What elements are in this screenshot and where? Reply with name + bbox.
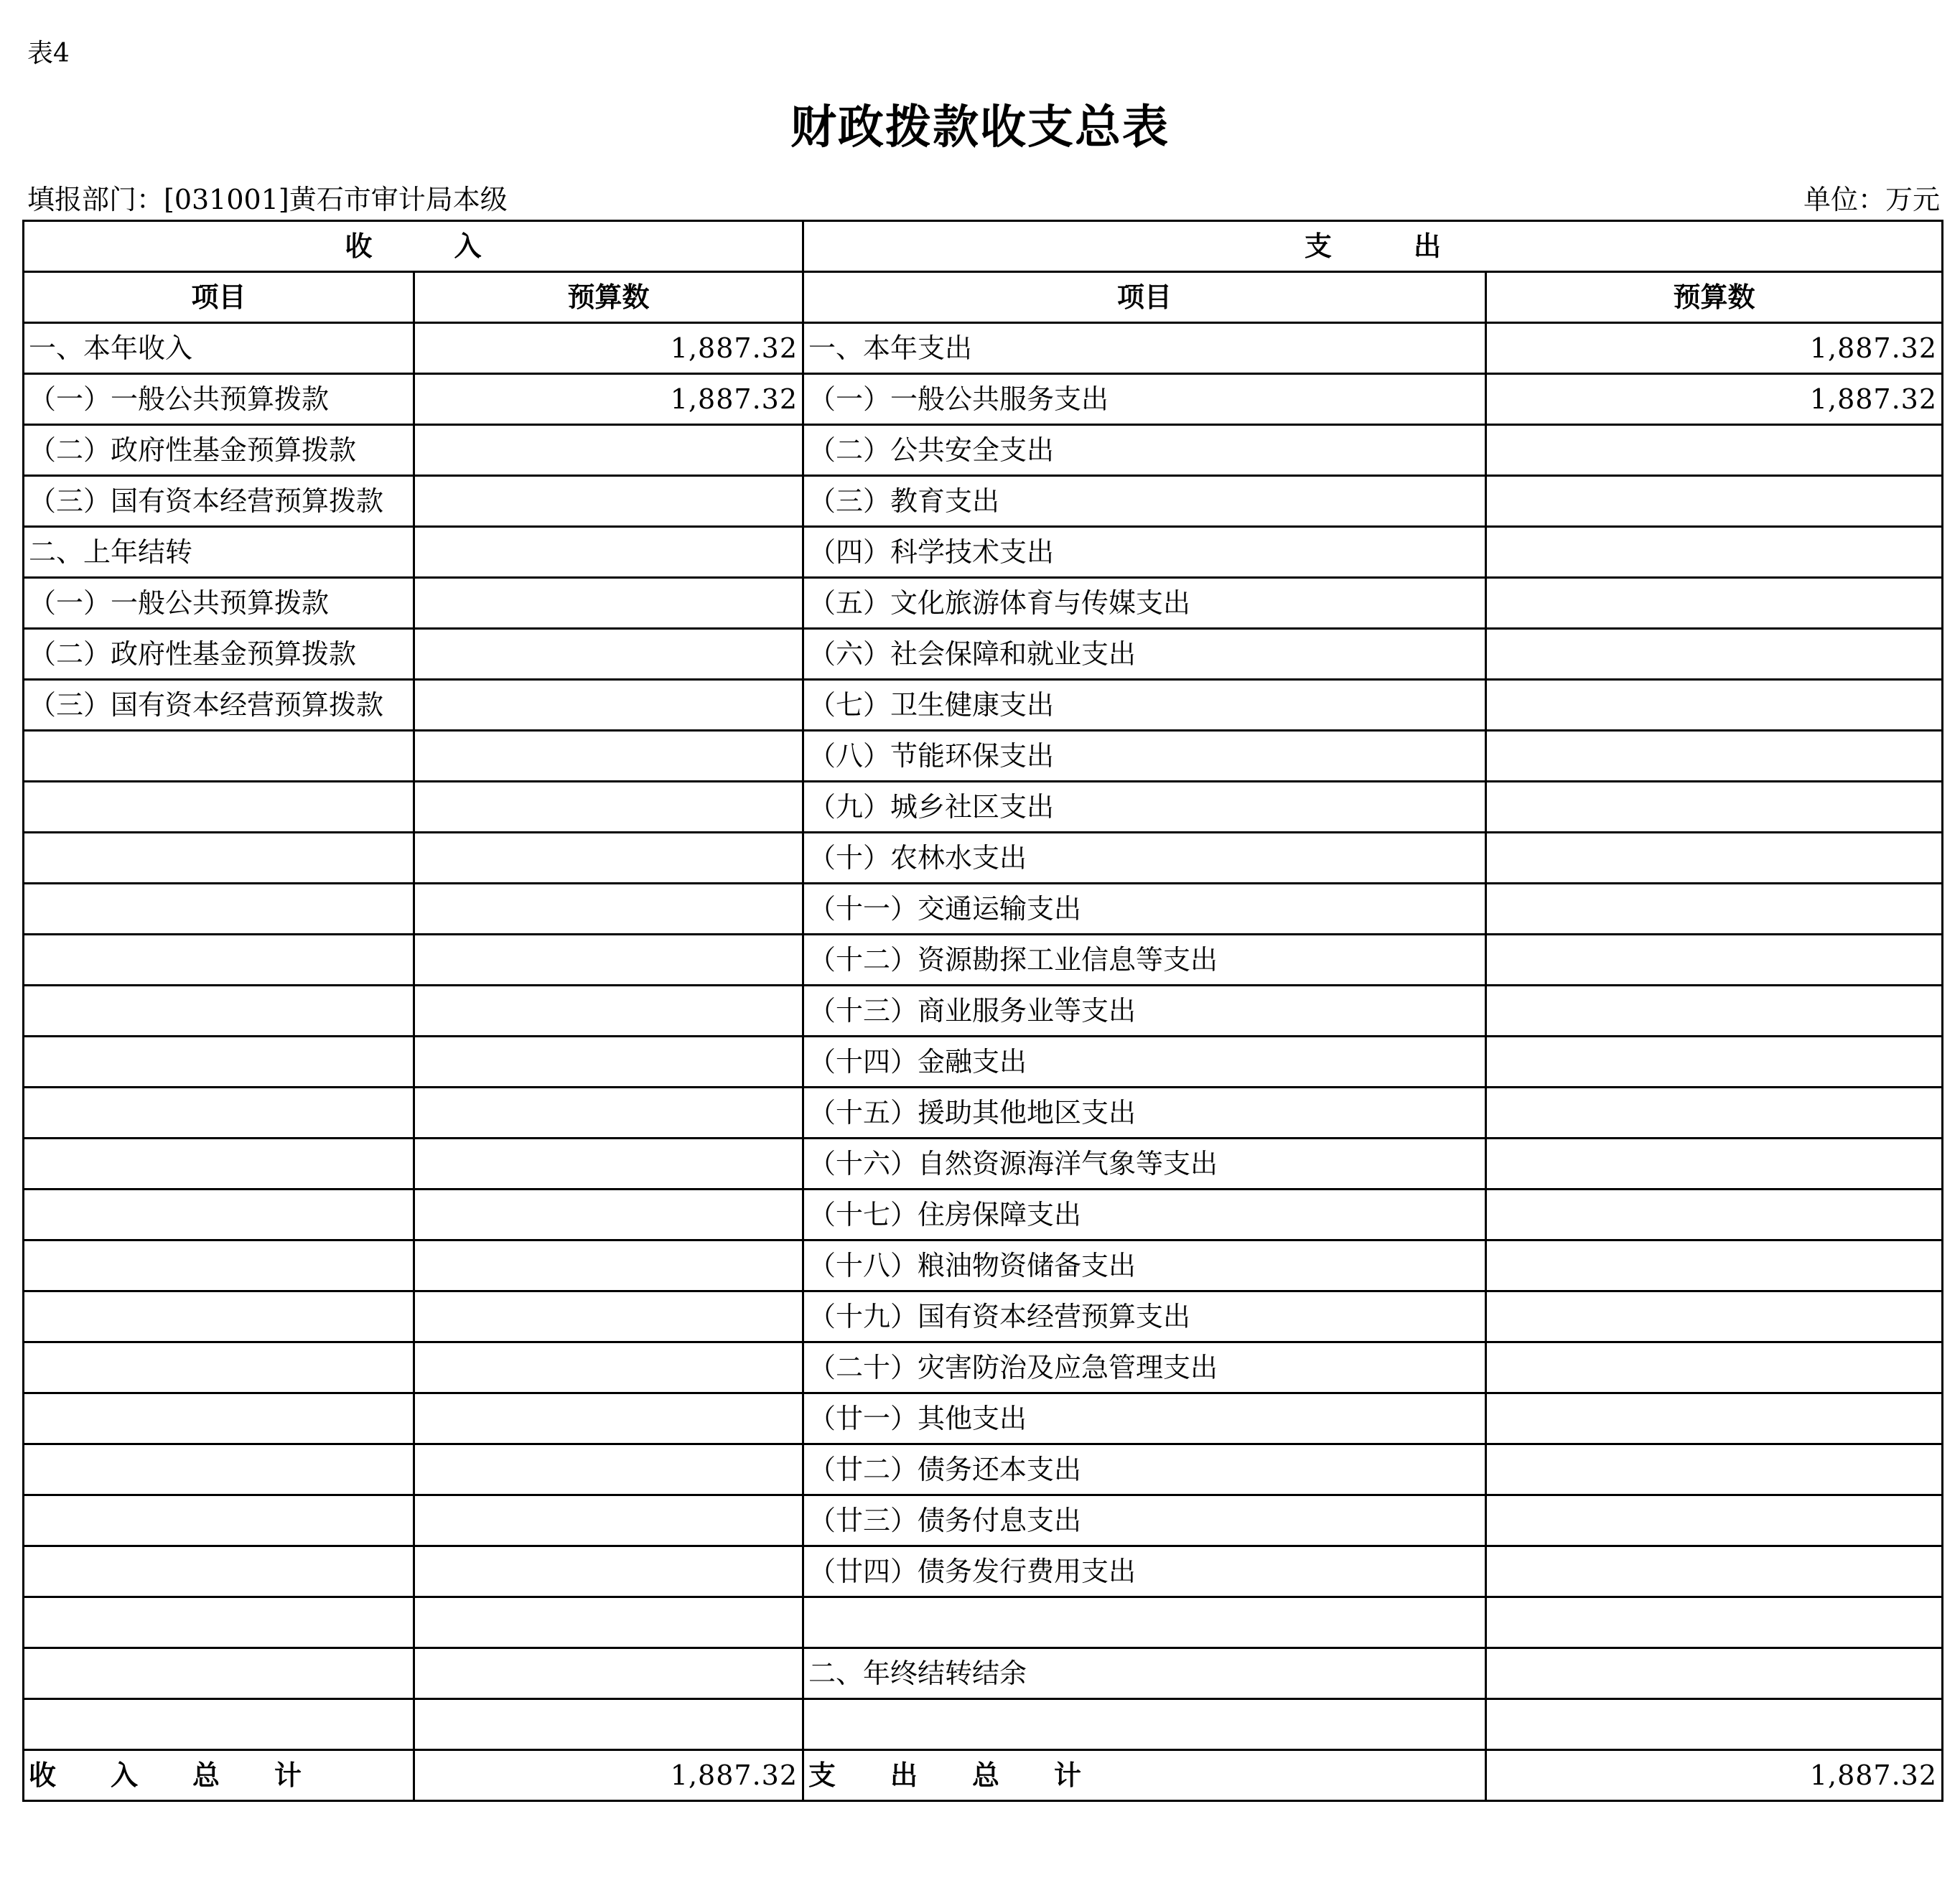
- expense-budget-cell: [1486, 1342, 1943, 1393]
- expense-budget-cell: [1486, 476, 1943, 527]
- expense-budget-cell: [1486, 629, 1943, 680]
- table-row: [24, 1444, 1943, 1495]
- income-item-cell: [24, 1597, 414, 1648]
- expense-budget-cell: [1486, 1597, 1943, 1648]
- income-budget-cell: [414, 527, 803, 578]
- income-budget-cell: [414, 935, 803, 986]
- expense-budget-cell: [1486, 1088, 1943, 1139]
- income-item-cell: [24, 1037, 414, 1088]
- expense-item-cell: （四）科学技术支出: [803, 527, 1486, 578]
- income-item-cell: [24, 833, 414, 884]
- expense-budget-cell: [1486, 1393, 1943, 1444]
- income-budget-cell: [414, 1240, 803, 1291]
- expense-item-cell: （廿三）债务付息支出: [803, 1495, 1486, 1546]
- income-item-cell: （二）政府性基金预算拨款: [24, 425, 414, 476]
- column-header-row: [24, 272, 1943, 323]
- expense-budget-cell: [1486, 1139, 1943, 1190]
- income-budget-cell: [414, 1393, 803, 1444]
- income-item-cell: [24, 731, 414, 782]
- expense-item-cell: [803, 1597, 1486, 1648]
- income-budget-cell: [414, 782, 803, 833]
- expense-budget-cell: [1486, 731, 1943, 782]
- expense-budget-cell: 1,887.32: [1486, 323, 1943, 374]
- income-budget-header: 预算数: [414, 272, 803, 323]
- income-item-cell: （二）政府性基金预算拨款: [24, 629, 414, 680]
- table-row: [24, 1037, 1943, 1088]
- expense-budget-cell: [1486, 884, 1943, 935]
- section-header-row: [24, 221, 1943, 272]
- income-item-cell: （一）一般公共预算拨款: [24, 578, 414, 629]
- income-budget-cell: [414, 1342, 803, 1393]
- income-item-cell: （一）一般公共预算拨款: [24, 374, 414, 425]
- page-title: 财政拨款收支总表: [790, 101, 1170, 154]
- expense-budget-cell: [1486, 1546, 1943, 1597]
- table-row: [24, 1393, 1943, 1444]
- expense-item-cell: （七）卫生健康支出: [803, 680, 1486, 731]
- expense-item-cell: （二）公共安全支出: [803, 425, 1486, 476]
- expense-budget-cell: [1486, 680, 1943, 731]
- income-item-cell: [24, 1088, 414, 1139]
- expense-total-value: 1,887.32: [1486, 1750, 1943, 1801]
- income-item-cell: 二、上年结转: [24, 527, 414, 578]
- expense-total-label: 支 出 总 计: [803, 1750, 1486, 1801]
- expense-item-cell: （八）节能环保支出: [803, 731, 1486, 782]
- table-row: [24, 833, 1943, 884]
- income-budget-cell: [414, 425, 803, 476]
- income-item-cell: （三）国有资本经营预算拨款: [24, 476, 414, 527]
- income-item-cell: [24, 782, 414, 833]
- income-item-cell: 一、本年收入: [24, 323, 414, 374]
- income-item-cell: （三）国有资本经营预算拨款: [24, 680, 414, 731]
- total-row: [24, 1750, 1943, 1801]
- income-budget-cell: [414, 1597, 803, 1648]
- table-row: [24, 476, 1943, 527]
- expense-item-cell: （十九）国有资本经营预算支出: [803, 1291, 1486, 1342]
- expense-item-cell: 二、年终结转结余: [803, 1648, 1486, 1699]
- expense-item-cell: （九）城乡社区支出: [803, 782, 1486, 833]
- income-budget-cell: [414, 884, 803, 935]
- income-budget-cell: [414, 1037, 803, 1088]
- table-row: [24, 1648, 1943, 1699]
- income-budget-cell: 1,887.32: [414, 374, 803, 425]
- table-row: [24, 629, 1943, 680]
- table-row: [24, 1597, 1943, 1648]
- expense-item-cell: （六）社会保障和就业支出: [803, 629, 1486, 680]
- income-item-cell: [24, 1546, 414, 1597]
- expense-item-cell: （十八）粮油物资储备支出: [803, 1240, 1486, 1291]
- table-row: [24, 527, 1943, 578]
- expense-item-cell: （廿一）其他支出: [803, 1393, 1486, 1444]
- income-total-label: 收 入 总 计: [24, 1750, 414, 1801]
- table-row: [24, 1190, 1943, 1240]
- table-row: [24, 1342, 1943, 1393]
- expense-budget-cell: [1486, 1190, 1943, 1240]
- table-row: [24, 1291, 1943, 1342]
- income-budget-cell: [414, 731, 803, 782]
- expense-budget-cell: [1486, 1037, 1943, 1088]
- income-budget-cell: [414, 1699, 803, 1750]
- expense-item-cell: [803, 1699, 1486, 1750]
- income-item-cell: [24, 1190, 414, 1240]
- income-item-cell: [24, 1444, 414, 1495]
- income-budget-cell: [414, 1495, 803, 1546]
- table-row: [24, 1699, 1943, 1750]
- expense-budget-cell: 1,887.32: [1486, 374, 1943, 425]
- income-budget-cell: [414, 986, 803, 1037]
- expense-section-header: 支 出: [803, 221, 1943, 272]
- expense-item-cell: （二十）灾害防治及应急管理支出: [803, 1342, 1486, 1393]
- table-row: [24, 374, 1943, 425]
- table-body: [24, 221, 1943, 1801]
- expense-item-cell: （廿四）债务发行费用支出: [803, 1546, 1486, 1597]
- expense-budget-cell: [1486, 986, 1943, 1037]
- table-row: [24, 935, 1943, 986]
- reporting-department: 填报部门：[031001]黄石市审计局本级: [27, 184, 508, 215]
- expense-item-header: 项目: [803, 272, 1486, 323]
- expense-budget-cell: [1486, 1699, 1943, 1750]
- income-item-cell: [24, 884, 414, 935]
- expense-budget-cell: [1486, 425, 1943, 476]
- income-total-value: 1,887.32: [414, 1750, 803, 1801]
- expense-item-cell: （一）一般公共服务支出: [803, 374, 1486, 425]
- income-budget-cell: [414, 476, 803, 527]
- income-item-cell: [24, 935, 414, 986]
- income-item-cell: [24, 1139, 414, 1190]
- income-budget-cell: [414, 1139, 803, 1190]
- expense-item-cell: （十二）资源勘探工业信息等支出: [803, 935, 1486, 986]
- income-budget-cell: [414, 1444, 803, 1495]
- expense-budget-cell: [1486, 578, 1943, 629]
- income-budget-cell: [414, 833, 803, 884]
- expense-item-cell: 一、本年支出: [803, 323, 1486, 374]
- expense-budget-cell: [1486, 935, 1943, 986]
- expense-budget-cell: [1486, 833, 1943, 884]
- income-budget-cell: 1,887.32: [414, 323, 803, 374]
- table-row: [24, 425, 1943, 476]
- table-row: [24, 782, 1943, 833]
- table-number: 表4: [27, 39, 70, 68]
- expense-item-cell: （十五）援助其他地区支出: [803, 1088, 1486, 1139]
- income-budget-cell: [414, 629, 803, 680]
- expense-budget-header: 预算数: [1486, 272, 1943, 323]
- table-row: [24, 578, 1943, 629]
- income-item-cell: [24, 1291, 414, 1342]
- table-row: [24, 986, 1943, 1037]
- expense-item-cell: （十一）交通运输支出: [803, 884, 1486, 935]
- expense-budget-cell: [1486, 527, 1943, 578]
- table-row: [24, 680, 1943, 731]
- income-section-header: 收 入: [24, 221, 803, 272]
- expense-budget-cell: [1486, 782, 1943, 833]
- expense-item-cell: （十三）商业服务业等支出: [803, 986, 1486, 1037]
- expense-item-cell: （十六）自然资源海洋气象等支出: [803, 1139, 1486, 1190]
- table-row: [24, 731, 1943, 782]
- fiscal-budget-table: [22, 220, 1943, 1802]
- expense-budget-cell: [1486, 1648, 1943, 1699]
- income-budget-cell: [414, 1190, 803, 1240]
- expense-budget-cell: [1486, 1240, 1943, 1291]
- expense-item-cell: （十七）住房保障支出: [803, 1190, 1486, 1240]
- income-budget-cell: [414, 578, 803, 629]
- income-item-cell: [24, 1393, 414, 1444]
- expense-item-cell: （五）文化旅游体育与传媒支出: [803, 578, 1486, 629]
- unit-label: 单位：万元: [1803, 184, 1940, 215]
- expense-item-cell: （三）教育支出: [803, 476, 1486, 527]
- income-budget-cell: [414, 1088, 803, 1139]
- income-item-cell: [24, 986, 414, 1037]
- expense-item-cell: （十）农林水支出: [803, 833, 1486, 884]
- income-item-cell: [24, 1699, 414, 1750]
- income-budget-cell: [414, 1291, 803, 1342]
- income-item-cell: [24, 1240, 414, 1291]
- table-row: [24, 1546, 1943, 1597]
- income-budget-cell: [414, 680, 803, 731]
- table-row: [24, 1240, 1943, 1291]
- table-row: [24, 1088, 1943, 1139]
- expense-item-cell: （廿二）债务还本支出: [803, 1444, 1486, 1495]
- table-row: [24, 1139, 1943, 1190]
- income-item-cell: [24, 1648, 414, 1699]
- expense-item-cell: （十四）金融支出: [803, 1037, 1486, 1088]
- expense-budget-cell: [1486, 1291, 1943, 1342]
- table-row: [24, 323, 1943, 374]
- expense-budget-cell: [1486, 1495, 1943, 1546]
- income-item-header: 项目: [24, 272, 414, 323]
- table-row: [24, 884, 1943, 935]
- income-item-cell: [24, 1342, 414, 1393]
- expense-budget-cell: [1486, 1444, 1943, 1495]
- income-budget-cell: [414, 1648, 803, 1699]
- income-item-cell: [24, 1495, 414, 1546]
- table-row: [24, 1495, 1943, 1546]
- income-budget-cell: [414, 1546, 803, 1597]
